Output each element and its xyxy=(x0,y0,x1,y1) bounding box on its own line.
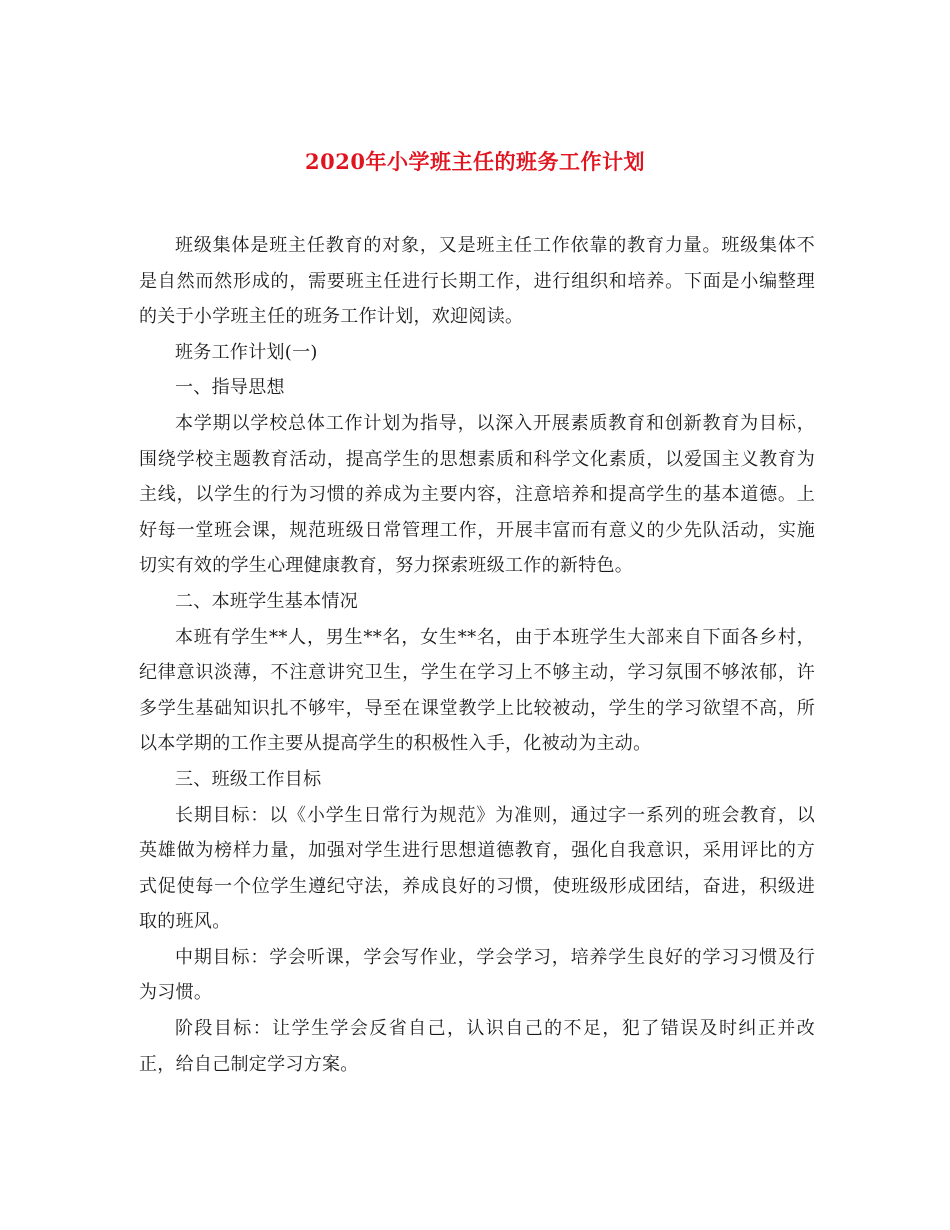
body-paragraph: 中期目标：学会听课，学会写作业，学会学习，培养学生良好的学习习惯及行为习惯。 xyxy=(139,946,815,1004)
body-paragraph: 长期目标：以《小学生日常行为规范》为准则，通过字一系列的班会教育，以英雄做为榜样力量，加强对学生进行思想道德教育，强化自我意识，采用评比的方式促使每一个位学生遵纪守法，养成良好的习惯，使班级形成团结，奋进，积级进取的班风。 xyxy=(139,804,815,933)
plan-heading: 班务工作计划(一) xyxy=(175,341,318,363)
document-body xyxy=(139,228,815,1082)
section-heading: 三、班级工作目标 xyxy=(175,768,322,790)
document-title: 2020年小学班主任的班务工作计划 xyxy=(305,149,645,174)
body-paragraph: 阶段目标：让学生学会反省自己，认识自己的不足，犯了错误及时纠正并改正，给自己制定学习方案。 xyxy=(139,1018,815,1075)
section-heading: 二、本班学生基本情况 xyxy=(175,590,358,612)
intro-paragraph: 班级集体是班主任教育的对象，又是班主任工作依靠的教育力量。班级集体不是自然而然形成的，需要班主任进行长期工作，进行组织和培养。下面是小编整理的关于小学班主任的班务工作计划，欢迎阅读。 xyxy=(139,235,815,328)
body-paragraph: 本班有学生**人，男生**名，女生**名，由于本班学生大部来自下面各乡村，纪律意识淡薄，不注意讲究卫生，学生在学习上不够主动，学习氛围不够浓郁，许多学生基础知识扎不够牢，导至在课堂教学上比较被动，学生的学习欲望不高，所以本学期的工作主要从提高学生的积极性入手，化被动为主动。 xyxy=(139,626,815,755)
body-paragraph: 本学期以学校总体工作计划为指导，以深入开展素质教育和创新教育为目标，围绕学校主题教育活动，提高学生的思想素质和科学文化素质，以爱国主义教育为主线，以学生的行为习惯的养成为主要内容，注意培养和提高学生的基本道德。上好每一堂班会课，规范班级日常管理工作，开展丰富而有意义的少先队活动，实施切实有效的学生心理健康教育，努力探索班级工作的新特色。 xyxy=(139,412,815,577)
section-heading: 一、指导思想 xyxy=(175,377,285,399)
